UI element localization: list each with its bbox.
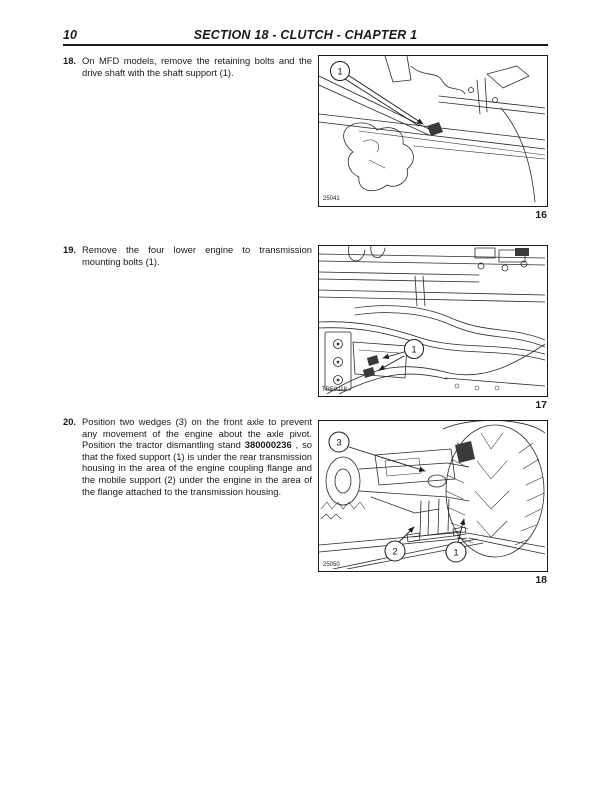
figure-18-frame [318,420,548,572]
figure-16-number: 16 [535,209,547,221]
image-id-label: 25041 [323,196,340,202]
engine-transmission-drawing [319,246,545,394]
machinery-lines [319,421,545,569]
figure-17-frame [318,245,548,397]
step-20-text-before: Position two wedges (3) on the front axle to prevent any movement of the engine about the axle pivot. Position the tractor dismantling stand [82,416,312,451]
step-19-text: Remove the four lower engine to transmission mounting bolts (1). [82,244,312,267]
callout-3-number: 3 [336,437,342,449]
front-axle-stand-drawing [319,421,545,569]
figure-17-number: 17 [535,399,547,411]
callout-2 [385,541,405,561]
callout-1-number: 1 [453,547,459,559]
callout-1-number: 1 [411,344,417,356]
image-id-label: 25050 [323,562,340,568]
machinery-lines [319,246,545,394]
step-18 [63,55,312,78]
callout-1 [446,542,466,562]
callout-1-number: 1 [337,66,343,78]
image-id-label: TRE0118 [322,387,347,393]
callout-2-number: 2 [392,546,398,558]
header-divider [63,44,548,46]
step-20 [63,416,312,497]
figure-18-number: 18 [535,574,547,586]
figure-16-frame [318,55,548,207]
section-title: SECTION 18 - CLUTCH - CHAPTER 1 [193,28,418,42]
step-20-text-after: , so that the fixed support (1) is under the rear transmission housing in the area of the engine coupling flange and the mobile support (2) under the engine in the area of the flange attached to the transmission housing. [82,439,312,497]
callout-1 [331,62,350,81]
retaining-bolt-highlight [427,122,443,136]
leader-arrow [379,352,404,370]
figure-18 [318,420,548,586]
step-19-number: 19. [63,244,77,255]
figure-16 [318,55,548,221]
page-number: 10 [63,28,77,42]
step-18-text: On MFD models, remove the retaining bolts and the drive shaft with the shaft support (1). [82,55,312,78]
mounting-bolt-highlight [363,367,375,378]
callout-1 [405,340,424,359]
callout-3 [329,432,349,452]
tool-part-number: 380000236 [244,439,292,451]
step-19 [63,244,312,267]
step-18-number: 18. [63,55,77,66]
drive-shaft-drawing [319,56,545,204]
mounting-bolt-highlight [367,355,379,366]
figure-17 [318,245,548,411]
step-20-number: 20. [63,416,77,427]
